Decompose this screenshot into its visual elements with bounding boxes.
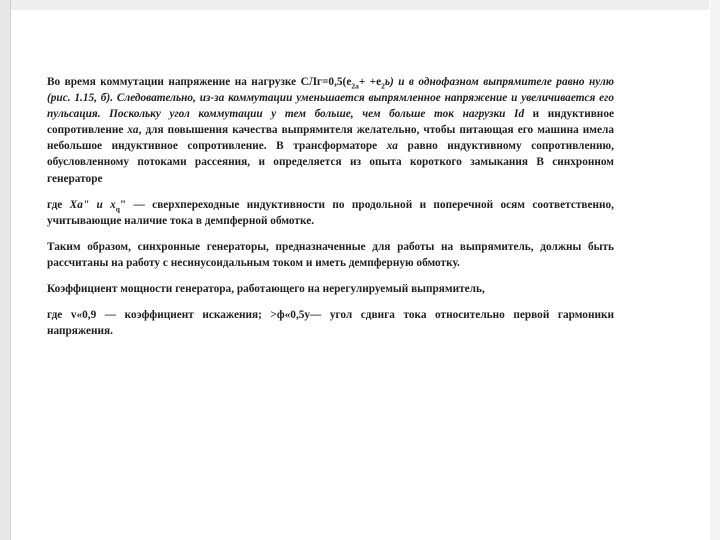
document-body [47,74,614,349]
paragraph-power-factor: Коэффициент мощности генератора, работающего на нерегулируемый выпрямитель, [47,283,485,296]
p1-text-i: равно индуктивному сопротивлению, обусловленному потоками рассеяния, и определяется из опыта короткого замыкания В синхронном генераторе [47,140,615,185]
p2-text-c: " — сверхпереходные индуктивности по продольной и поперечной осям соответственно, учитывающие наличие тока в демпферной обмотке. [47,198,614,227]
p1-sub-a: 2а [351,81,359,91]
p1-sub-b: 2 [381,81,385,91]
top-frame-bar [11,0,709,10]
left-frame-bar [0,0,10,540]
paragraph-conclusion: Таким образом, синхронные генераторы, предназначенные для работы на выпрямитель, должны быть рассчитаны на работу с несинусоидальным током и иметь демпферную обмотку. [47,240,614,269]
paragraph-commutation [47,74,614,187]
p2-text-a: где [47,198,63,211]
p1-text-e: и индуктивное сопротивление [47,108,614,137]
paragraph-subtransient [47,197,614,229]
p2-symbol-x: Ха" и х [69,198,116,211]
p1-symbol-xa-2: ха [386,140,398,153]
p1-symbol-xa: ха [127,124,139,137]
p1-text-a: Во время коммутации напряжение на нагрузке СЛг=0,5(е [47,76,352,88]
p1-text-b: + +е [358,76,382,88]
p1-symbol-id: Id [514,108,525,121]
paragraph-distortion: где v«0,9 — коэффициент искажения; >ф«0,5у— угол сдвига тока относительно первой гармоники напряжения. [47,309,614,338]
p1-text-c: ь) и в однофазном выпрямителе равно нулю (рис. 1.15, б). Следовательно, из-за коммутации уменьшается выпрямленное напряжение и увеличивается его пульсация. Поскольку угол коммутации у тем больше, чем больше ток нагрузки [47,76,615,121]
right-frame-bar [710,0,720,540]
p2-sub-q: q [115,203,120,213]
p1-text-g: , для повышения качества выпрямителя желательно, чтобы питающая его машина имела небольшое индуктивное сопротивление. В трансформаторе [47,124,614,153]
left-frame-divider [10,0,11,540]
